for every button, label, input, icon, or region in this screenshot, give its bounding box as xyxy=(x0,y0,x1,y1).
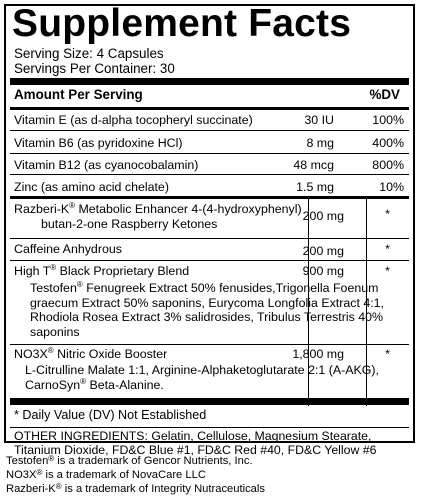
nutrient-amount: 1.5 mg xyxy=(296,180,334,194)
trademark-note: NO3X® is a trademark of NovaCare LLC xyxy=(6,468,206,481)
row-divider xyxy=(10,260,409,261)
row-divider xyxy=(10,130,409,131)
trademark-note: Testofen® is a trademark of Gencor Nutrients, Inc. xyxy=(6,454,253,467)
ingredient-dv: * xyxy=(385,207,390,221)
row-divider xyxy=(10,344,409,345)
ingredient-amount: 200 mg xyxy=(302,209,344,223)
panel-title: Supplement Facts xyxy=(12,2,352,45)
ingredient-row xyxy=(10,264,409,344)
nutrient-dv: 400% xyxy=(372,136,404,150)
nutrient-row xyxy=(10,158,409,178)
ingredient-amount: 900 mg xyxy=(302,264,344,278)
header-divider xyxy=(10,107,409,110)
dv-header: %DV xyxy=(369,87,400,102)
footnote-divider xyxy=(10,427,409,428)
dv-footnote: * Daily Value (DV) Not Established xyxy=(14,408,207,422)
nutrient-amount: 30 IU xyxy=(304,113,334,127)
ingredient-row xyxy=(10,242,409,262)
row-divider xyxy=(10,238,409,239)
blend-ingredients: Testofen® Fenugreek Extract 50% fenusides,Trigonella Foenum graecum Extract 50% saponins, Eurycoma Longfolia Extract 4:1, Rhodiola Rosea Extract 3% salidrosides, Tribulus Terrestris 40% saponins xyxy=(30,280,384,339)
row-divider xyxy=(10,174,409,175)
amount-per-serving-header: Amount Per Serving xyxy=(14,87,143,102)
ingredient-amount: 200 mg xyxy=(302,244,344,258)
ingredient-dv: * xyxy=(385,264,390,278)
thick-divider xyxy=(10,398,409,405)
ingredient-dv: * xyxy=(385,242,390,256)
nutrient-name: Vitamin B12 (as cyanocobalamin) xyxy=(14,158,199,172)
ingredient-name: NO3X® Nitric Oxide Booster xyxy=(14,346,168,361)
booster-ingredients-continued: CarnoSyn® Beta-Alanine. xyxy=(25,377,164,392)
other-ingredients: OTHER INGREDIENTS: Gelatin, Cellulose, Magnesium Stearate, Titanium Dioxide, FD&C Blue #1, FD&C Red #40, FD&C Yellow #6 xyxy=(14,429,377,457)
trademark-note: Razberi-K® is a trademark of Integrity Nutraceuticals xyxy=(6,482,265,495)
servings-per-container: Servings Per Container: 30 xyxy=(14,61,175,76)
serving-size: Serving Size: 4 Capsules xyxy=(14,46,164,61)
ingredient-row xyxy=(10,347,409,397)
nutrient-name: Vitamin B6 (as pyridoxine HCl) xyxy=(14,136,183,150)
ingredient-name: Razberi-K® Metabolic Enhancer 4-(4-hydroxyphenyl) xyxy=(14,201,302,216)
ingredient-row xyxy=(10,202,409,238)
booster-ingredients: L-Citrulline Malate 1:1, Arginine-Alphaketoglutarate 2:1 (A-AKG), xyxy=(25,363,379,377)
row-divider xyxy=(10,153,409,154)
nutrient-amount: 48 mcg xyxy=(293,158,334,172)
nutrient-name: Zinc (as amino acid chelate) xyxy=(14,180,169,194)
ingredient-name: High T® Black Proprietary Blend xyxy=(14,263,190,278)
supplement-facts-panel xyxy=(4,2,415,457)
ingredient-name: Caffeine Anhydrous xyxy=(14,242,122,256)
thick-divider xyxy=(10,78,409,85)
section-divider xyxy=(10,196,409,199)
nutrient-name: Vitamin E (as d-alpha tocopheryl succinate) xyxy=(14,113,253,127)
ingredient-name-continued: butan-2-one Raspberry Ketones xyxy=(41,217,218,231)
nutrient-dv: 10% xyxy=(379,180,404,194)
ingredient-dv: * xyxy=(385,347,390,361)
ingredient-amount: 1,800 mg xyxy=(292,347,344,361)
nutrient-dv: 100% xyxy=(372,113,404,127)
nutrient-amount: 8 mg xyxy=(306,136,334,150)
nutrient-dv: 800% xyxy=(372,158,404,172)
